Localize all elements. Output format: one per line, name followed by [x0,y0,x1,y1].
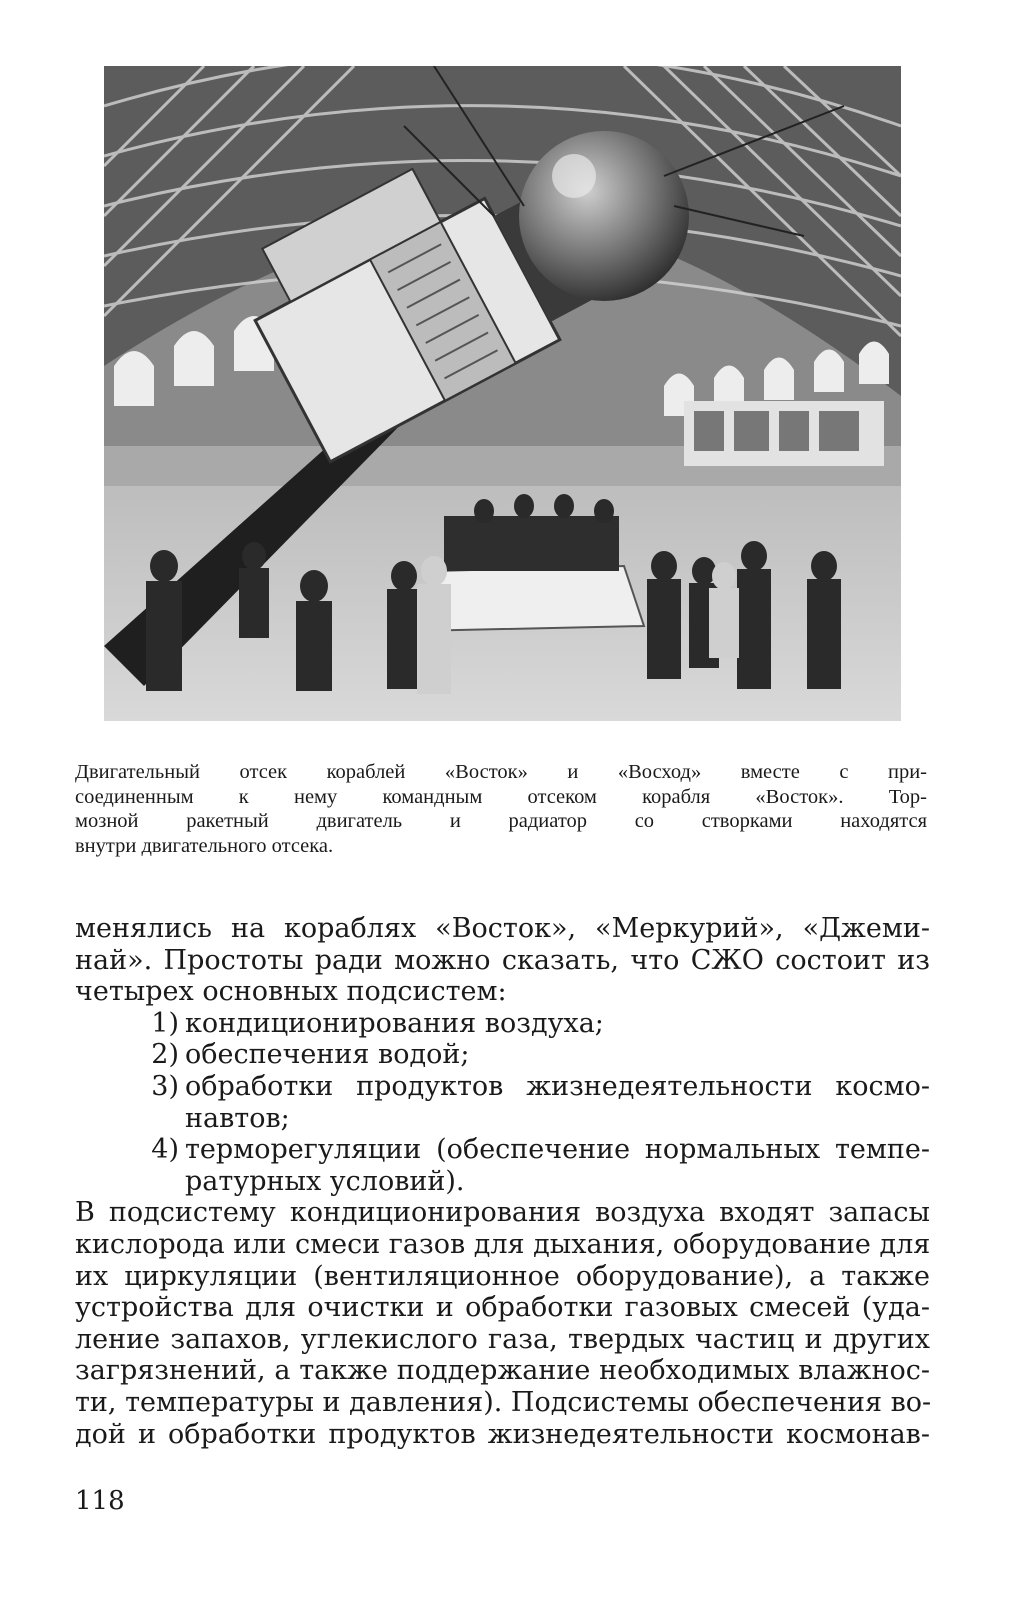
text-line: их циркуляции (вентиляционное оборудование), а также [75,1260,930,1292]
caption-line: внутри двигательного отсека. [75,834,334,857]
list-text: навтов; [185,1102,290,1134]
text-line: кислорода или смеси газов для дыхания, оборудование для [75,1228,931,1260]
list-number: 3) [151,1070,179,1102]
text-line: ти, температуры и давления). Подсистемы обеспечения во- [75,1386,932,1418]
caption-line: Двигательный отсек кораблей «Восток» и «Восход» вместе с при- [75,761,927,783]
list-text: терморегуляции (обеспечение нормальных темпе- [185,1134,930,1166]
caption-line: соединенным к нему командным отсеком корабля «Восток». Тор- [75,785,927,808]
list-text: обработки продуктов жизнедеятельности космо- [185,1070,930,1102]
list-text: обеспечения водой; [185,1039,470,1071]
exhibition-photo [104,66,901,721]
text-line: ление запахов, углекислого газа, твердых частиц и других [75,1323,930,1355]
figure-caption [75,760,927,858]
list-item [75,1071,930,1134]
text-line: менялись на кораблях «Восток», «Меркурий», «Джеми- [75,913,930,944]
text-line: най». Простоты ради можно сказать, что СЖО состоит из [75,944,930,976]
caption-line: мозной ракетный двигатель и радиатор со створками находятся [75,810,927,832]
list-text: ратурных условий). [185,1165,465,1197]
text-line: устройства для очистки и обработки газовых смесей (уда- [75,1292,930,1324]
spacecraft-exhibit-illustration [104,66,901,721]
text-line: дой и обработки продуктов жизнедеятельности космонав- [75,1418,930,1450]
list-text: кондиционирования воздуха; [185,1007,604,1039]
list-number: 2) [151,1039,179,1071]
list-item [75,1134,930,1197]
list-item [75,1039,930,1071]
text-line: В подсистему кондиционирования воздуха входят запасы [75,1197,930,1229]
list-number: 4) [151,1134,179,1166]
list-item [75,1008,930,1040]
text-line: четырех основных подсистем: [75,976,507,1008]
list-number: 1) [151,1007,179,1039]
body-text [75,913,930,1450]
page-number: 118 [75,1486,125,1516]
text-line: загрязнений, а также поддержание необходимых влажнос- [75,1355,930,1387]
